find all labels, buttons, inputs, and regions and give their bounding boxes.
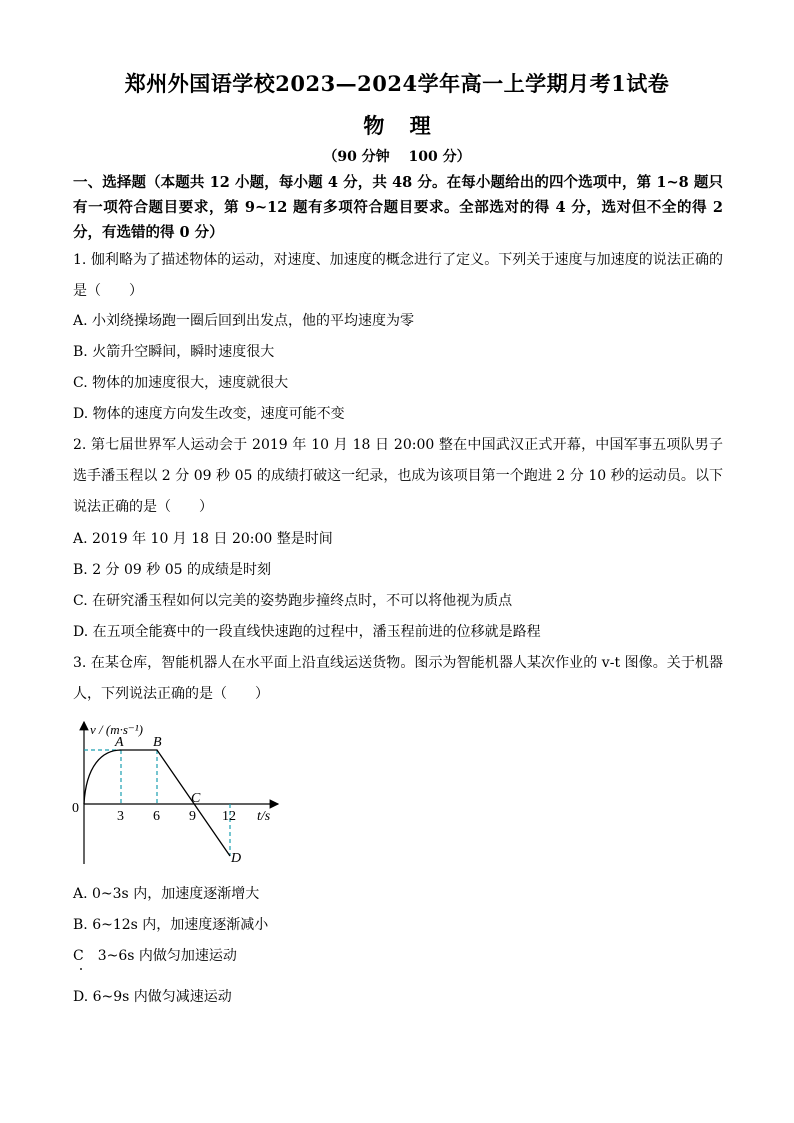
q1-option-c: C. 物体的加速度很大，速度就很大 bbox=[73, 375, 289, 391]
point-label-d: D bbox=[231, 851, 242, 866]
point-label-a: A bbox=[115, 735, 124, 750]
time-score-note: （90 分钟 100 分） bbox=[323, 149, 471, 165]
question-1-stem: 1. 伽利略为了描述物体的运动，对速度、加速度的概念进行了定义。下列关于速度与加速度的说法正确的是（ ） bbox=[73, 252, 723, 299]
tick-label-9: 9 bbox=[189, 809, 196, 824]
question-2-stem: 2. 第七届世界军人运动会于 2019 年 10 月 18 日 20:00 整在中国武汉正式开幕，中国军事五项队男子选手潘玉程以 2 分 09 秒 05 的成绩打破这一纪录，也成为该项目第一个跑进 2 分 10 秒的运动员。以下说法正确的是（ ） bbox=[73, 437, 723, 515]
q1-option-b: B. 火箭升空瞬间，瞬时速度很大 bbox=[73, 344, 275, 360]
tick-label-12: 12 bbox=[222, 809, 236, 824]
question-3-stem: 3. 在某仓库，智能机器人在水平面上沿直线运送货物。图示为智能机器人某次作业的 v-t 图像。关于机器人，下列说法正确的是（ ） bbox=[73, 655, 723, 702]
q2-option-b: B. 2 分 09 秒 05 的成绩是时刻 bbox=[73, 562, 271, 578]
y-axis-label: v / (m·s⁻¹) bbox=[90, 722, 143, 737]
q1-option-a: A. 小刘绕操场跑一圈后回到出发点，他的平均速度为零 bbox=[73, 313, 415, 329]
q2-option-c: C. 在研究潘玉程如何以完美的姿势跑步撞终点时，不可以将他视为质点 bbox=[73, 593, 513, 609]
tick-label-3: 3 bbox=[117, 809, 124, 824]
x-axis-label: t/s bbox=[257, 809, 271, 824]
point-label-b: B bbox=[153, 735, 162, 750]
q2-option-a: A. 2019 年 10 月 18 日 20:00 整是时间 bbox=[73, 531, 333, 547]
q3-option-d: D. 6~9s 内做匀减速运动 bbox=[73, 989, 232, 1005]
origin-label: 0 bbox=[72, 801, 79, 816]
point-label-c: C bbox=[191, 791, 201, 806]
subject-heading: 物 理 bbox=[363, 113, 431, 138]
q3-option-a: A. 0~3s 内，加速度逐渐增大 bbox=[73, 886, 260, 902]
q2-option-d: D. 在五项全能赛中的一段直线快速跑的过程中，潘玉程前进的位移就是路程 bbox=[73, 624, 541, 640]
stray-dot bbox=[80, 968, 82, 970]
q1-option-d: D. 物体的速度方向发生改变，速度可能不变 bbox=[73, 406, 345, 422]
vt-graph bbox=[68, 716, 288, 876]
paper-title: 郑州外国语学校2023—2024学年高一上学期月考1试卷 bbox=[124, 71, 670, 96]
section-intro: 一、选择题（本题共 12 小题，每小题 4 分，共 48 分。在每小题给出的四个选项中，第 1~8 题只有一项符合题目要求，第 9~12 题有多项符合题目要求。全部选对的得 4 分，选对但不全的得 2 分，有选错的得 0 分） bbox=[73, 174, 723, 241]
q3-option-b: B. 6~12s 内，加速度逐渐减小 bbox=[73, 917, 269, 933]
q3-option-c: C 3~6s 内做匀加速运动 bbox=[73, 948, 237, 964]
tick-label-6: 6 bbox=[153, 809, 160, 824]
